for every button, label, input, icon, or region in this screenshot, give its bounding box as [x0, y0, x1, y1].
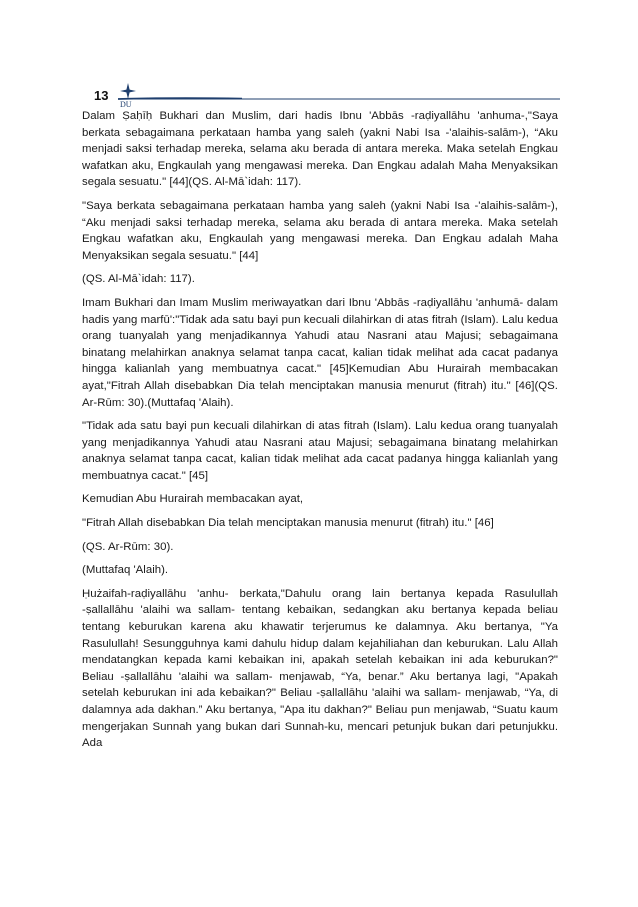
page-number: 13 [94, 88, 109, 103]
star-icon [120, 83, 136, 99]
paragraph-hadith-ibnu-abbas: Dalam Ṣaḥīḥ Bukhari dan Muslim, dari hadis Ibnu 'Abbās -raḍiyallāhu 'anhuma-,"Saya berkata sebagaimana perkataan hamba yang saleh (yakni Nabi Isa -'alaihis-salām-), “Aku menjadi saksi terhadap mereka, selama aku berada di antara mereka. Maka setelah Engkau wafatkan aku, Engkaulah yang mengawasi mereka. Dan Engkau adalah Maha Menyaksikan segala sesuatu." [44](QS. Al-Mā`idah: 117). [82, 110, 558, 189]
paragraph-muttafaq: (Muttafaq 'Alaih). [82, 564, 169, 577]
paragraph-fitrah-ayat: "Fitrah Allah disebabkan Dia telah menciptakan manusia menurut (fitrah) itu." [46] [82, 517, 494, 530]
paragraph-reference-maidah: (QS. Al-Mā`idah: 117). [82, 273, 195, 286]
page-header [82, 80, 562, 108]
paragraph-imam-bukhari-muslim: Imam Bukhari dan Imam Muslim meriwayatkan dari Ibnu 'Abbās -raḍiyallāhu 'anhumā- dalam hadis yang marfū':"Tidak ada satu bayi pun kecuali dilahirkan di atas fitrah (Islam). Lalu kedua orang tuanyalah yang menjadikannya Yahudi atau Nasrani atau Majusi; sebagaimana binatang melahirkan anaknya selamat tanpa cacat, kalian tidak melihat ada cacat padanya hingga kalianlah yang membuatnya cacat." [45]Kemudian Abu Hurairah membacakan ayat,"Fitrah Allah disebabkan Dia telah menciptakan manusia menurut (fitrah) itu." [46](QS. Ar-Rūm: 30).(Muttafaq 'Alaih). [82, 296, 558, 409]
paragraph-fitrah-hadith: "Tidak ada satu bayi pun kecuali dilahirkan di atas fitrah (Islam). Lalu kedua orang tuanyalah yang menjadikannya Yahudi atau Nasrani atau Majusi; sebagaimana binatang melahirkan anaknya selamat tanpa cacat, kalian tidak melihat ada cacat padanya hingga kalianlah yang membuatnya cacat." [45] [82, 420, 558, 482]
paragraph-abu-hurairah: Kemudian Abu Hurairah membacakan ayat, [82, 493, 304, 506]
header-rule-logo [82, 80, 562, 108]
page-body [82, 108, 558, 759]
paragraph-reference-rum: (QS. Ar-Rūm: 30). [82, 540, 174, 553]
paragraph-huzaifah: Ḥużaifah-raḍiyallāhu 'anhu- berkata,"Dahulu orang lain bertanya kepada Rasulullah -ṣallallāhu 'alaihi wa sallam- tentang kebaikan, sedangkan aku bertanya kepada beliau tentang keburukan karena aku khawatir terjerumus ke dalamnya. Aku bertanya, "Ya Rasulullah! Sesungguhnya kami dahulu hidup dalam kejahiliahan dan keburukan. Lalu Allah mendatangkan kepada kami kebaikan ini, apakah setelah kebaikan ini ada keburukan?" Beliau -ṣallallāhu 'alaihi wa sallam- menjawab, “Ya, benar.” Aku bertanya lagi, "Apakah setelah keburukan ini ada kebaikan?" Beliau -ṣallallāhu 'alaihi wa sallam- menjawab, “Ya, di dalamnya ada dakhan.” Aku bertanya, "Apa itu dakhan?" Beliau pun menjawab, “Suatu kaum mengerjakan Sunnah yang bukan dari Sunnah-ku, mencari petunjuk bukan dari petunjukku. Ada [82, 587, 558, 750]
paragraph-quote-isa: "Saya berkata sebagaimana perkataan hamba yang saleh (yakni Nabi Isa -'alaihis-salām-), “Aku menjadi saksi terhadap mereka, selama aku berada di antara mereka. Maka setelah Engkau wafatkan aku, Engkaulah yang mengawasi mereka. Dan Engkau adalah Maha Menyaksikan segala sesuatu." [44] [82, 199, 558, 262]
logo-mark: DU [120, 100, 132, 108]
